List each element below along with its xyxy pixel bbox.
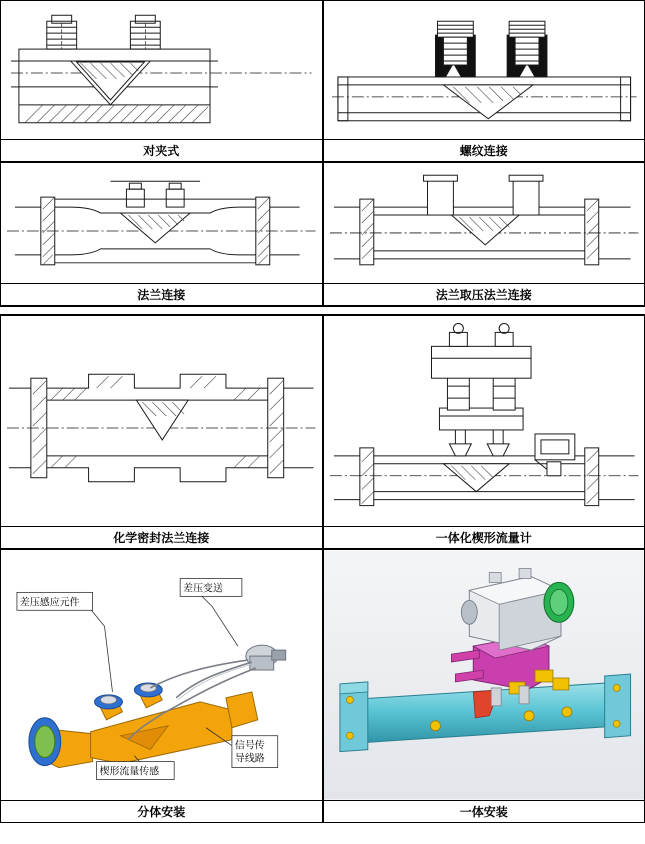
drawing-wafer	[1, 1, 322, 139]
drawing-flange-tap	[324, 163, 645, 283]
anno-wedge-sensor: 楔形流量传感	[99, 766, 160, 778]
flange-svg	[1, 163, 322, 283]
flange-tap-svg	[324, 163, 645, 283]
figure-cell-wafer	[0, 0, 323, 162]
figure-cell-flange-tap	[323, 162, 645, 306]
anno-signal-line-1: 信号传	[234, 740, 265, 752]
separate-mount-svg	[1, 550, 322, 800]
threaded-svg	[324, 1, 645, 139]
figure-cell-separate-mount	[0, 549, 323, 823]
figure-grid	[0, 0, 645, 306]
caption-flange-tap: 法兰取压法兰连接	[324, 283, 645, 305]
caption-integrated: 一体化楔形流量计	[324, 526, 645, 548]
caption-flange: 法兰连接	[1, 283, 322, 305]
anno-signal-line-2: 导线路	[234, 753, 265, 765]
drawing-integrated	[324, 316, 645, 526]
figure-cell-integrated-mount	[323, 549, 645, 823]
figure-grid-lower	[0, 315, 645, 823]
chemical-seal-svg	[1, 316, 322, 526]
integrated-mount-svg	[324, 550, 645, 800]
row-separator	[0, 306, 645, 315]
wafer-svg	[1, 1, 322, 139]
caption-wafer: 对夹式	[1, 139, 322, 161]
caption-chemical-seal: 化学密封法兰连接	[1, 526, 322, 548]
caption-integrated-mount: 一体安装	[324, 800, 645, 822]
anno-sensor-element: 差压感应元件	[19, 597, 80, 609]
photo-integrated-mount	[324, 550, 645, 800]
figure-cell-integrated	[323, 315, 645, 549]
drawing-flange	[1, 163, 322, 283]
figure-cell-threaded	[323, 0, 645, 162]
caption-separate-mount: 分体安装	[1, 800, 322, 822]
drawing-threaded	[324, 1, 645, 139]
anno-transmitter: 差压变送	[183, 583, 223, 595]
integrated-svg	[324, 316, 645, 526]
caption-threaded: 螺纹连接	[324, 139, 645, 161]
figure-cell-flange	[0, 162, 323, 306]
figure-cell-chemical-seal	[0, 315, 323, 549]
photo-separate-mount	[1, 550, 322, 800]
drawing-chemical-seal	[1, 316, 322, 526]
